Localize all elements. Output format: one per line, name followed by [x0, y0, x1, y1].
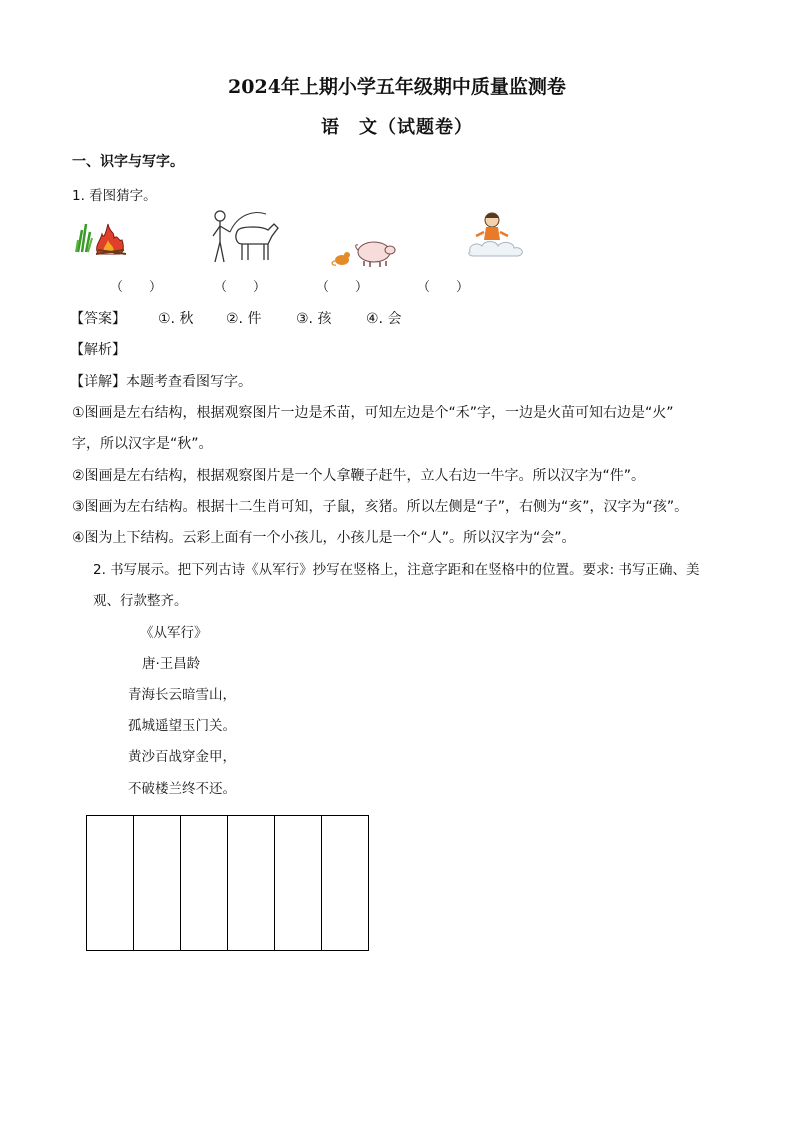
poem-author: 唐·王昌龄 [142, 656, 201, 672]
answer-blank-4[interactable]: （ ） [417, 280, 470, 295]
fire-grass-picture [74, 212, 136, 256]
poem-line-4: 不破楼兰终不还。 [128, 781, 236, 797]
vertical-writing-grid [86, 815, 369, 951]
poem-line-3: 黄沙百战穿金甲， [128, 749, 236, 765]
page-title: 2024年上期小学五年级期中质量监测卷 [228, 76, 566, 98]
answer-blank-2[interactable]: （ ） [214, 280, 267, 295]
poem-line-2: 孤城遥望玉门关。 [128, 718, 236, 734]
page-subtitle: 语 文（试题卷） [321, 117, 473, 138]
person-ox-picture [208, 208, 282, 264]
explanation-line-3: ②图画是左右结构，根据观察图片是一个人拿鞭子赶牛，立人右边一牛字。所以汉字为“件”。 [72, 468, 646, 484]
detail-intro: 本题考查看图写字。 [126, 374, 252, 390]
explanation-line-2: 字，所以汉字是“秋”。 [72, 436, 213, 452]
analysis-label: 【解析】 [70, 342, 126, 358]
answer-label: 【答案】 [70, 311, 126, 327]
writing-column[interactable] [322, 816, 369, 950]
mouse-pig-picture [330, 236, 402, 268]
writing-column[interactable] [181, 816, 228, 950]
explanation-line-1: ①图画是左右结构，根据观察图片一边是禾苗，可知左边是个“禾”字，一边是火苗可知右边是“火” [72, 405, 674, 421]
question-1-prompt: 1. 看图猜字。 [72, 188, 157, 204]
poem-line-1: 青海长云暗雪山， [128, 687, 236, 703]
answer-item-1: ①. 秋 [158, 311, 194, 327]
writing-column[interactable] [87, 816, 134, 950]
detail-line [70, 371, 252, 391]
question-2-prompt-line-2: 观、行款整齐。 [93, 593, 188, 609]
answer-item-2: ②. 件 [226, 311, 262, 327]
writing-column[interactable] [134, 816, 181, 950]
detail-label: 【详解】 [70, 374, 126, 390]
answer-blank-1[interactable]: （ ） [110, 280, 163, 295]
explanation-line-5: ④图为上下结构。云彩上面有一个小孩儿，小孩儿是一个“人”。所以汉字为“会”。 [72, 530, 576, 546]
answer-blank-3[interactable]: （ ） [316, 280, 369, 295]
poem-title: 《从军行》 [140, 625, 208, 641]
writing-column[interactable] [228, 816, 275, 950]
answer-item-3: ③. 孩 [296, 311, 332, 327]
question-2-prompt-line-1: 2. 书写展示。把下列古诗《从军行》抄写在竖格上，注意字距和在竖格中的位置。要求: 书写正确、美 [93, 562, 700, 578]
answer-item-4: ④. 会 [366, 311, 402, 327]
section-heading: 一、识字与写字。 [72, 154, 184, 170]
child-cloud-picture [466, 210, 528, 262]
explanation-line-4: ③图画为左右结构。根据十二生肖可知，子鼠，亥猪。所以左侧是“子”，右侧为“亥”，汉字为“孩”。 [72, 499, 689, 515]
writing-column[interactable] [275, 816, 322, 950]
